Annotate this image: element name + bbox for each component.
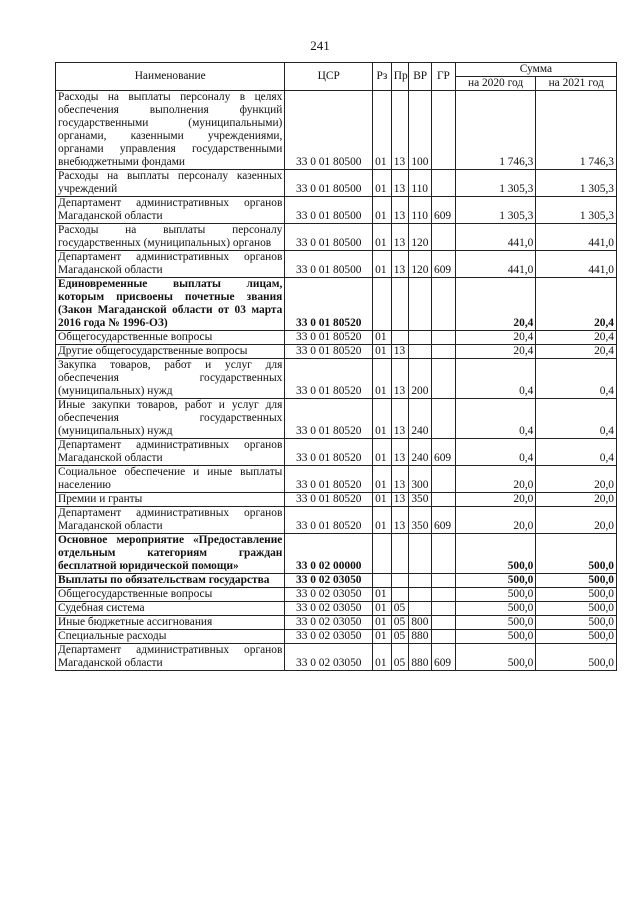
row-csr: 33 0 02 00000 — [285, 534, 373, 574]
row-name: Единовременные выплаты лицам, которым присвоены почетные звания (Закон Магаданской области от 03 марта 2016 года № 1996-ОЗ) — [56, 278, 285, 331]
table-row — [56, 602, 617, 616]
row-csr: 33 0 01 80520 — [285, 331, 373, 345]
table-body — [56, 91, 617, 671]
row-sum-2021: 441,0 — [536, 251, 617, 278]
row-sum-2021: 20,4 — [536, 278, 617, 331]
row-sum-2021: 500,0 — [536, 644, 617, 671]
row-gr — [432, 588, 456, 602]
row-gr — [432, 534, 456, 574]
row-csr: 33 0 01 80520 — [285, 493, 373, 507]
row-name: Выплаты по обязательствам государства — [56, 574, 285, 588]
header-year-2021: на 2021 год — [536, 77, 617, 91]
table-row — [56, 644, 617, 671]
row-csr: 33 0 02 03050 — [285, 602, 373, 616]
row-gr — [432, 574, 456, 588]
row-rz: 01 — [373, 91, 392, 170]
header-year-2020: на 2020 год — [455, 77, 536, 91]
row-sum-2020: 20,0 — [455, 466, 536, 493]
row-rz — [373, 278, 392, 331]
row-name: Судебная система — [56, 602, 285, 616]
row-rz: 01 — [373, 197, 392, 224]
row-csr: 33 0 01 80520 — [285, 439, 373, 466]
row-sum-2021: 0,4 — [536, 399, 617, 439]
row-pr: 05 — [391, 630, 409, 644]
row-name: Закупка товаров, работ и услуг для обеспечения государственных (муниципальных) нужд — [56, 359, 285, 399]
table-row — [56, 345, 617, 359]
row-pr: 05 — [391, 616, 409, 630]
row-sum-2021: 500,0 — [536, 574, 617, 588]
row-vr — [409, 278, 432, 331]
row-gr — [432, 91, 456, 170]
row-csr: 33 0 01 80520 — [285, 466, 373, 493]
table-row — [56, 278, 617, 331]
row-name: Специальные расходы — [56, 630, 285, 644]
row-sum-2020: 500,0 — [455, 644, 536, 671]
row-gr — [432, 466, 456, 493]
row-gr — [432, 331, 456, 345]
header-csr: ЦСР — [285, 63, 373, 91]
table-row — [56, 91, 617, 170]
row-sum-2020: 441,0 — [455, 251, 536, 278]
table-row — [56, 574, 617, 588]
row-gr — [432, 278, 456, 331]
row-sum-2021: 20,4 — [536, 331, 617, 345]
row-sum-2021: 500,0 — [536, 588, 617, 602]
row-rz: 01 — [373, 493, 392, 507]
row-pr: 13 — [391, 439, 409, 466]
row-csr: 33 0 01 80500 — [285, 197, 373, 224]
row-csr: 33 0 01 80500 — [285, 91, 373, 170]
row-sum-2021: 441,0 — [536, 224, 617, 251]
table-header — [56, 63, 617, 91]
row-gr: 609 — [432, 439, 456, 466]
row-csr: 33 0 02 03050 — [285, 574, 373, 588]
row-rz: 01 — [373, 439, 392, 466]
row-gr — [432, 224, 456, 251]
row-pr: 13 — [391, 359, 409, 399]
row-gr — [432, 345, 456, 359]
row-csr: 33 0 01 80520 — [285, 278, 373, 331]
table-row — [56, 197, 617, 224]
row-gr — [432, 630, 456, 644]
row-sum-2020: 1 305,3 — [455, 197, 536, 224]
row-rz: 01 — [373, 345, 392, 359]
row-pr: 13 — [391, 224, 409, 251]
row-pr — [391, 331, 409, 345]
table-row — [56, 466, 617, 493]
row-csr: 33 0 02 03050 — [285, 616, 373, 630]
row-vr: 110 — [409, 197, 432, 224]
row-rz: 01 — [373, 224, 392, 251]
row-pr: 13 — [391, 507, 409, 534]
table-row — [56, 534, 617, 574]
row-sum-2020: 500,0 — [455, 534, 536, 574]
row-sum-2020: 20,0 — [455, 507, 536, 534]
row-csr: 33 0 01 80500 — [285, 224, 373, 251]
row-vr: 240 — [409, 439, 432, 466]
table-row — [56, 507, 617, 534]
row-rz: 01 — [373, 507, 392, 534]
table-row — [56, 399, 617, 439]
row-sum-2020: 500,0 — [455, 574, 536, 588]
row-rz: 01 — [373, 644, 392, 671]
row-csr: 33 0 01 80500 — [285, 170, 373, 197]
row-sum-2021: 1 305,3 — [536, 170, 617, 197]
row-sum-2020: 20,4 — [455, 278, 536, 331]
row-vr — [409, 534, 432, 574]
row-sum-2021: 1 746,3 — [536, 91, 617, 170]
row-sum-2020: 20,4 — [455, 331, 536, 345]
row-sum-2020: 500,0 — [455, 602, 536, 616]
row-vr — [409, 331, 432, 345]
row-vr: 100 — [409, 91, 432, 170]
row-sum-2020: 20,0 — [455, 493, 536, 507]
row-pr: 05 — [391, 644, 409, 671]
row-gr — [432, 399, 456, 439]
row-gr — [432, 359, 456, 399]
row-sum-2021: 1 305,3 — [536, 197, 617, 224]
row-rz: 01 — [373, 399, 392, 439]
table-row — [56, 331, 617, 345]
row-pr — [391, 534, 409, 574]
header-rz: Рз — [373, 63, 392, 91]
row-sum-2021: 500,0 — [536, 534, 617, 574]
table-row — [56, 251, 617, 278]
row-name: Расходы на выплаты персоналу государственных (муниципальных) органов — [56, 224, 285, 251]
table-row — [56, 588, 617, 602]
row-name: Департамент административных органов Магаданской области — [56, 439, 285, 466]
row-pr: 13 — [391, 466, 409, 493]
row-vr: 240 — [409, 399, 432, 439]
table-row — [56, 493, 617, 507]
row-csr: 33 0 02 03050 — [285, 644, 373, 671]
row-rz: 01 — [373, 616, 392, 630]
row-pr — [391, 278, 409, 331]
row-gr: 609 — [432, 507, 456, 534]
row-name: Департамент административных органов Магаданской области — [56, 644, 285, 671]
row-csr: 33 0 02 03050 — [285, 630, 373, 644]
row-vr — [409, 345, 432, 359]
row-rz: 01 — [373, 602, 392, 616]
row-name: Иные закупки товаров, работ и услуг для обеспечения государственных (муниципальных) нужд — [56, 399, 285, 439]
row-pr: 13 — [391, 493, 409, 507]
row-sum-2021: 0,4 — [536, 439, 617, 466]
budget-table — [55, 62, 617, 671]
row-gr: 609 — [432, 251, 456, 278]
row-pr: 13 — [391, 197, 409, 224]
row-sum-2021: 500,0 — [536, 616, 617, 630]
header-name: Наименование — [56, 63, 285, 91]
row-rz: 01 — [373, 588, 392, 602]
row-pr: 13 — [391, 345, 409, 359]
row-pr — [391, 574, 409, 588]
row-pr: 05 — [391, 602, 409, 616]
row-sum-2021: 500,0 — [536, 630, 617, 644]
row-sum-2020: 1 305,3 — [455, 170, 536, 197]
row-sum-2021: 20,4 — [536, 345, 617, 359]
row-pr: 13 — [391, 91, 409, 170]
row-rz — [373, 534, 392, 574]
row-vr: 350 — [409, 507, 432, 534]
row-pr: 13 — [391, 251, 409, 278]
row-rz: 01 — [373, 170, 392, 197]
row-sum-2021: 20,0 — [536, 493, 617, 507]
table-row — [56, 170, 617, 197]
row-name: Расходы на выплаты персоналу казенных учреждений — [56, 170, 285, 197]
row-sum-2020: 0,4 — [455, 439, 536, 466]
header-gr: ГР — [432, 63, 456, 91]
row-name: Департамент административных органов Магаданской области — [56, 251, 285, 278]
row-sum-2021: 20,0 — [536, 466, 617, 493]
header-pr: Пр — [391, 63, 409, 91]
row-sum-2021: 500,0 — [536, 602, 617, 616]
row-rz: 01 — [373, 331, 392, 345]
row-csr: 33 0 02 03050 — [285, 588, 373, 602]
row-sum-2021: 20,0 — [536, 507, 617, 534]
row-csr: 33 0 01 80520 — [285, 345, 373, 359]
row-rz: 01 — [373, 466, 392, 493]
row-gr: 609 — [432, 644, 456, 671]
row-name: Премии и гранты — [56, 493, 285, 507]
row-vr: 110 — [409, 170, 432, 197]
row-name: Расходы на выплаты персоналу в целях обеспечения выполнения функций государственными (муниципальными) органами, казенными учреждениями, органами управления государственными внебюджетными фондами — [56, 91, 285, 170]
row-vr — [409, 602, 432, 616]
row-vr: 880 — [409, 630, 432, 644]
row-vr: 300 — [409, 466, 432, 493]
table-row — [56, 616, 617, 630]
row-vr — [409, 588, 432, 602]
row-name: Другие общегосударственные вопросы — [56, 345, 285, 359]
row-vr: 120 — [409, 251, 432, 278]
row-rz — [373, 574, 392, 588]
row-gr — [432, 493, 456, 507]
row-csr: 33 0 01 80500 — [285, 251, 373, 278]
row-gr — [432, 616, 456, 630]
row-vr: 880 — [409, 644, 432, 671]
row-sum-2020: 500,0 — [455, 588, 536, 602]
row-vr: 800 — [409, 616, 432, 630]
row-name: Департамент административных органов Магаданской области — [56, 507, 285, 534]
table-row — [56, 359, 617, 399]
row-rz: 01 — [373, 251, 392, 278]
row-sum-2020: 1 746,3 — [455, 91, 536, 170]
row-name: Департамент административных органов Магаданской области — [56, 197, 285, 224]
row-name: Основное мероприятие «Предоставление отдельным категориям граждан бесплатной юридической помощи» — [56, 534, 285, 574]
row-name: Общегосударственные вопросы — [56, 331, 285, 345]
row-vr: 120 — [409, 224, 432, 251]
row-gr — [432, 170, 456, 197]
header-vr: ВР — [409, 63, 432, 91]
row-sum-2020: 500,0 — [455, 630, 536, 644]
row-sum-2020: 441,0 — [455, 224, 536, 251]
row-sum-2020: 0,4 — [455, 359, 536, 399]
row-pr: 13 — [391, 170, 409, 197]
page-number: 241 — [310, 38, 330, 53]
row-sum-2020: 500,0 — [455, 616, 536, 630]
row-vr: 200 — [409, 359, 432, 399]
row-gr: 609 — [432, 197, 456, 224]
header-sum: Сумма — [455, 63, 616, 77]
row-rz: 01 — [373, 359, 392, 399]
table-row — [56, 224, 617, 251]
row-name: Общегосударственные вопросы — [56, 588, 285, 602]
row-vr — [409, 574, 432, 588]
row-csr: 33 0 01 80520 — [285, 399, 373, 439]
row-csr: 33 0 01 80520 — [285, 507, 373, 534]
row-name: Социальное обеспечение и иные выплаты населению — [56, 466, 285, 493]
table-row — [56, 439, 617, 466]
row-gr — [432, 602, 456, 616]
table-row — [56, 630, 617, 644]
row-sum-2020: 0,4 — [455, 399, 536, 439]
row-name: Иные бюджетные ассигнования — [56, 616, 285, 630]
row-csr: 33 0 01 80520 — [285, 359, 373, 399]
row-pr: 13 — [391, 399, 409, 439]
row-vr: 350 — [409, 493, 432, 507]
row-sum-2021: 0,4 — [536, 359, 617, 399]
row-sum-2020: 20,4 — [455, 345, 536, 359]
row-rz: 01 — [373, 630, 392, 644]
row-pr — [391, 588, 409, 602]
